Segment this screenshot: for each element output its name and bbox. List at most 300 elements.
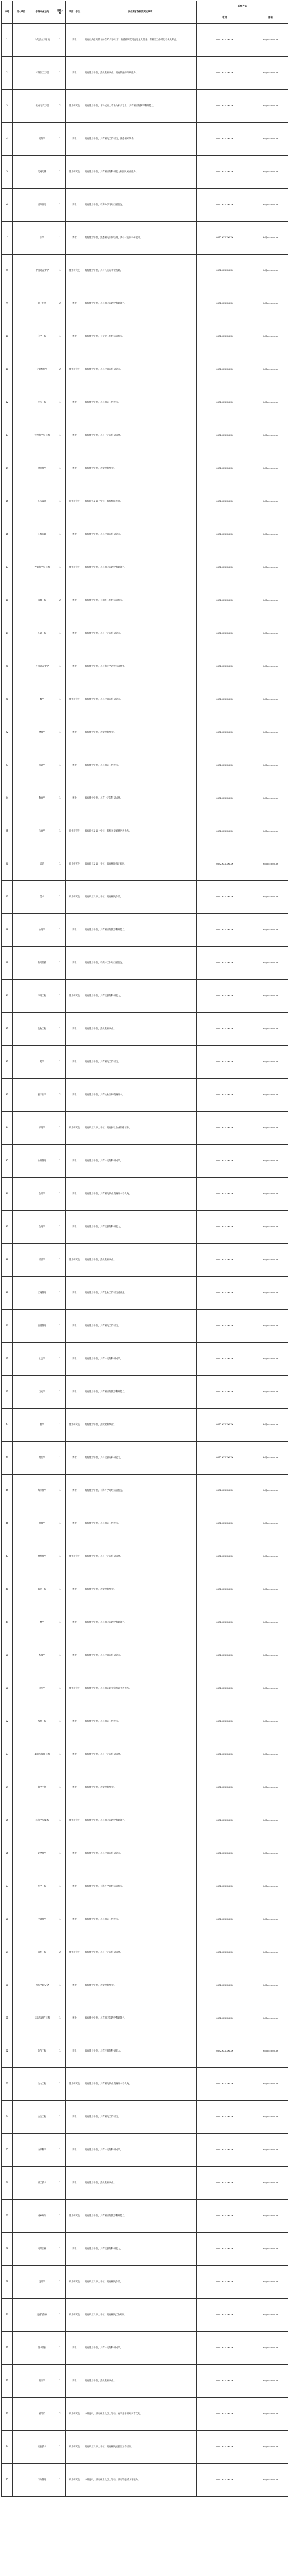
cell-unit	[13, 2200, 29, 2233]
cell-degree: 硕士研究生	[66, 2398, 84, 2431]
cell-major: 旅游管理	[29, 1310, 55, 1343]
cell-requirements: 具有博士学位，热爱教育事业。	[84, 1969, 197, 2002]
cell-major: 新闻传播	[29, 947, 55, 980]
table-row	[2, 980, 288, 1013]
table-row	[2, 386, 288, 419]
cell-phone: 0532-XXXXXXXX	[197, 1112, 253, 1145]
cell-major: 电子信息	[29, 287, 55, 320]
cell-major: 设计学	[29, 2266, 55, 2299]
cell-email[interactable]: hr@xxx.edu.cn	[253, 914, 288, 947]
cell-unit	[13, 1606, 29, 1639]
table-row	[2, 1475, 288, 1507]
cell-email[interactable]: hr@xxx.edu.cn	[253, 2431, 288, 2464]
cell-email[interactable]: hr@xxx.edu.cn	[253, 749, 288, 782]
cell-email[interactable]: hr@xxx.edu.cn	[253, 1738, 288, 1771]
cell-requirements: 具有硕士及以上学位，具有相关演出经历。	[84, 848, 197, 881]
table-row	[2, 1277, 288, 1310]
cell-requirements: 具有博士学位，具有较强的科研能力。	[84, 2233, 197, 2266]
cell-phone: 0532-XXXXXXXX	[197, 947, 253, 980]
cell-unit	[13, 1145, 29, 1178]
cell-requirements: 具有硕士及以上学位，具有相关作品。	[84, 881, 197, 914]
cell-count: 1	[55, 2464, 66, 2497]
cell-requirements: 具有博士学位，有媒体工作经历者优先。	[84, 947, 197, 980]
cell-count: 1	[55, 1244, 66, 1277]
cell-num: 32	[2, 1046, 13, 1079]
cell-requirements: 具有博士学位，具有相关职业资格证书者优先。	[84, 1672, 197, 1705]
cell-requirements: 具有博士学位，具有相应的教学科研能力。	[84, 2200, 197, 2233]
header-count: 招聘人数	[55, 1, 66, 24]
cell-email[interactable]: hr@xxx.edu.cn	[253, 2398, 288, 2431]
cell-major: 核科学与技术	[29, 1804, 55, 1837]
cell-email[interactable]: hr@xxx.edu.cn	[253, 1540, 288, 1573]
cell-email[interactable]: hr@xxx.edu.cn	[253, 1178, 288, 1211]
cell-requirements: 具有博士学位，热爱教育事业。	[84, 1771, 197, 1804]
cell-requirements: 具有博士学位，具有一定的科研成果。	[84, 1936, 197, 1969]
cell-major: 档案学	[29, 2365, 55, 2398]
cell-email[interactable]: hr@xxx.edu.cn	[253, 947, 288, 980]
cell-major: 法学	[29, 222, 55, 255]
cell-count: 1	[55, 1573, 66, 1606]
cell-requirements: 具有博士学位，具有扎实的专业基础。	[84, 255, 197, 287]
cell-num: 17	[2, 551, 13, 584]
cell-unit	[13, 1409, 29, 1442]
cell-unit	[13, 386, 29, 419]
cell-email[interactable]: hr@xxx.edu.cn	[253, 2200, 288, 2233]
cell-count: 1	[55, 980, 66, 1013]
cell-count: 1	[55, 2068, 66, 2101]
cell-major: 体育学	[29, 815, 55, 848]
cell-email[interactable]: hr@xxx.edu.cn	[253, 485, 288, 518]
cell-major: 建筑学	[29, 123, 55, 156]
table-row	[2, 2002, 288, 2035]
cell-email[interactable]: hr@xxx.edu.cn	[253, 1409, 288, 1442]
cell-major: 政治学	[29, 1442, 55, 1475]
cell-major: 辅导员	[29, 2398, 55, 2431]
table-row	[2, 2332, 288, 2365]
cell-degree: 博士	[66, 1211, 84, 1244]
cell-unit	[13, 123, 29, 156]
cell-major: 安全科学	[29, 1837, 55, 1870]
cell-email[interactable]: hr@xxx.edu.cn	[253, 617, 288, 650]
cell-email[interactable]: hr@xxx.edu.cn	[253, 683, 288, 716]
cell-email[interactable]: hr@xxx.edu.cn	[253, 1870, 288, 1903]
cell-unit	[13, 2464, 29, 2497]
cell-email[interactable]: hr@xxx.edu.cn	[253, 1145, 288, 1178]
table-row	[2, 57, 288, 90]
table-row	[2, 2233, 288, 2266]
cell-email[interactable]: hr@xxx.edu.cn	[253, 1969, 288, 2002]
table-row	[2, 1507, 288, 1540]
cell-phone: 0532-XXXXXXXX	[197, 485, 253, 518]
cell-degree: 博士	[66, 584, 84, 617]
cell-email[interactable]: hr@xxx.edu.cn	[253, 1804, 288, 1837]
cell-major: 纺织科学	[29, 2134, 55, 2167]
cell-email[interactable]: hr@xxx.edu.cn	[253, 1211, 288, 1244]
cell-email[interactable]: hr@xxx.edu.cn	[253, 320, 288, 353]
cell-email[interactable]: hr@xxx.edu.cn	[253, 255, 288, 287]
cell-email[interactable]: hr@xxx.edu.cn	[253, 1079, 288, 1112]
cell-requirements: 具有博士学位，具有相应的教学科研能力。	[84, 914, 197, 947]
cell-count: 1	[55, 749, 66, 782]
cell-email[interactable]: hr@xxx.edu.cn	[253, 1376, 288, 1409]
cell-major: 信息与通信工程	[29, 2002, 55, 2035]
table-row	[2, 123, 288, 156]
cell-email[interactable]: hr@xxx.edu.cn	[253, 222, 288, 255]
cell-requirements: 具有博士学位，具有相关工作经历。	[84, 749, 197, 782]
cell-num: 42	[2, 1376, 13, 1409]
cell-email[interactable]: hr@xxx.edu.cn	[253, 1442, 288, 1475]
cell-count: 1	[55, 2002, 66, 2035]
cell-email[interactable]: hr@xxx.edu.cn	[253, 2035, 288, 2068]
table-row	[2, 1013, 288, 1046]
cell-degree: 博士	[66, 287, 84, 320]
cell-num: 46	[2, 1507, 13, 1540]
table-body	[2, 24, 288, 2497]
cell-num: 38	[2, 1244, 13, 1277]
recruitment-table	[1, 1, 288, 2497]
cell-num: 10	[2, 320, 13, 353]
cell-email[interactable]: hr@xxx.edu.cn	[253, 386, 288, 419]
cell-unit	[13, 189, 29, 222]
cell-major: 护理学	[29, 1112, 55, 1145]
cell-num: 5	[2, 156, 13, 189]
cell-phone: 0532-XXXXXXXX	[197, 222, 253, 255]
cell-num: 6	[2, 189, 13, 222]
cell-email[interactable]: hr@xxx.edu.cn	[253, 551, 288, 584]
cell-email[interactable]: hr@xxx.edu.cn	[253, 1573, 288, 1606]
header-requirements: 岗位要求条件及其它事项	[84, 1, 197, 24]
cell-degree: 硕士研究生	[66, 2464, 84, 2497]
cell-unit	[13, 1244, 29, 1277]
cell-requirements: 具有博士学位，具有一定的科研成果。	[84, 1738, 197, 1771]
cell-email[interactable]: hr@xxx.edu.cn	[253, 1936, 288, 1969]
cell-phone: 0532-XXXXXXXX	[197, 1442, 253, 1475]
cell-major: 光学工程	[29, 1870, 55, 1903]
table-row	[2, 320, 288, 353]
cell-phone: 0532-XXXXXXXX	[197, 1870, 253, 1903]
cell-email[interactable]: hr@xxx.edu.cn	[253, 1771, 288, 1804]
cell-degree: 博士研究生	[66, 1540, 84, 1573]
cell-count: 2	[55, 584, 66, 617]
table-row	[2, 2431, 288, 2464]
cell-email[interactable]: hr@xxx.edu.cn	[253, 1046, 288, 1079]
table-row	[2, 222, 288, 255]
cell-major: 统计学	[29, 749, 55, 782]
cell-degree: 博士	[66, 1046, 84, 1079]
cell-unit	[13, 551, 29, 584]
cell-email[interactable]: hr@xxx.edu.cn	[253, 123, 288, 156]
cell-num: 49	[2, 1606, 13, 1639]
cell-unit	[13, 2233, 29, 2266]
cell-email[interactable]: hr@xxx.edu.cn	[253, 1343, 288, 1376]
table-row	[2, 189, 288, 222]
cell-num: 66	[2, 2167, 13, 2200]
cell-unit	[13, 24, 29, 57]
cell-phone: 0532-XXXXXXXX	[197, 2365, 253, 2398]
cell-num: 52	[2, 1705, 13, 1738]
table-row	[2, 1804, 288, 1837]
cell-num: 36	[2, 1178, 13, 1211]
cell-major: 电气工程	[29, 2035, 55, 2068]
cell-unit	[13, 2299, 29, 2332]
cell-requirements: 具有博士学位，具有一定的科研成果。	[84, 1145, 197, 1178]
cell-email[interactable]: hr@xxx.edu.cn	[253, 584, 288, 617]
cell-count: 1	[55, 24, 66, 57]
cell-phone: 0532-XXXXXXXX	[197, 914, 253, 947]
cell-email[interactable]: hr@xxx.edu.cn	[253, 848, 288, 881]
cell-email[interactable]: hr@xxx.edu.cn	[253, 2002, 288, 2035]
cell-degree: 博士研究生	[66, 551, 84, 584]
table-row	[2, 1705, 288, 1738]
cell-count: 1	[55, 650, 66, 683]
cell-email[interactable]: hr@xxx.edu.cn	[253, 1507, 288, 1540]
cell-unit	[13, 1079, 29, 1112]
table-row	[2, 2200, 288, 2233]
cell-requirements: 具有博士学位，具有海外学习经历者优先。	[84, 650, 197, 683]
cell-phone: 0532-XXXXXXXX	[197, 1343, 253, 1376]
cell-unit	[13, 1112, 29, 1145]
cell-count: 1	[55, 1475, 66, 1507]
cell-unit	[13, 1310, 29, 1343]
cell-num: 72	[2, 2365, 13, 2398]
cell-email[interactable]: hr@xxx.edu.cn	[253, 2068, 288, 2101]
cell-major: 外国语言文学	[29, 650, 55, 683]
cell-requirements: 具有博士学位，熟悉相关法律法规，具有一定的科研能力。	[84, 222, 197, 255]
cell-requirements: 具有博士学位，具有相关工作经历。	[84, 1705, 197, 1738]
cell-email[interactable]: hr@xxx.edu.cn	[253, 1672, 288, 1705]
table-row	[2, 584, 288, 617]
cell-degree: 博士	[66, 1442, 84, 1475]
cell-major: 数学	[29, 683, 55, 716]
cell-phone: 0532-XXXXXXXX	[197, 2233, 253, 2266]
cell-phone: 0532-XXXXXXXX	[197, 1507, 253, 1540]
cell-num: 12	[2, 386, 13, 419]
cell-num: 75	[2, 2464, 13, 2497]
cell-email[interactable]: hr@xxx.edu.cn	[253, 90, 288, 123]
cell-major: 历史学	[29, 1376, 55, 1409]
cell-requirements: 具有博士学位，具有相应的教学科研能力。	[84, 1376, 197, 1409]
cell-email[interactable]: hr@xxx.edu.cn	[253, 1837, 288, 1870]
cell-requirements: 具有博士学位，具有较强的科研能力。	[84, 353, 197, 386]
cell-email[interactable]: hr@xxx.edu.cn	[253, 353, 288, 386]
cell-unit	[13, 518, 29, 551]
cell-unit	[13, 650, 29, 683]
cell-email[interactable]: hr@xxx.edu.cn	[253, 57, 288, 90]
cell-requirements: 具有博士学位，有企业工作经历者优先。	[84, 320, 197, 353]
cell-unit	[13, 584, 29, 617]
cell-degree: 博士	[66, 1738, 84, 1771]
cell-num: 37	[2, 1211, 13, 1244]
cell-requirements: 具有博士学位，本科或硕士专业为相关专业，具有相应的教学科研能力。	[84, 90, 197, 123]
cell-phone: 0532-XXXXXXXX	[197, 1145, 253, 1178]
cell-num: 62	[2, 2035, 13, 2068]
cell-email[interactable]: hr@xxx.edu.cn	[253, 419, 288, 452]
cell-phone: 0532-XXXXXXXX	[197, 1969, 253, 2002]
cell-email[interactable]: hr@xxx.edu.cn	[253, 815, 288, 848]
cell-email[interactable]: hr@xxx.edu.cn	[253, 881, 288, 914]
cell-email[interactable]: hr@xxx.edu.cn	[253, 189, 288, 222]
table-row	[2, 1540, 288, 1573]
cell-unit	[13, 1013, 29, 1046]
cell-requirements: 具有博士学位，具有一定的科研成果。	[84, 2134, 197, 2167]
cell-email[interactable]: hr@xxx.edu.cn	[253, 1606, 288, 1639]
cell-num: 28	[2, 914, 13, 947]
table-row	[2, 716, 288, 749]
cell-major: 工程管理	[29, 518, 55, 551]
cell-email[interactable]: hr@xxx.edu.cn	[253, 1705, 288, 1738]
cell-requirements: 具有博士学位，热爱教育事业。	[84, 452, 197, 485]
cell-email[interactable]: hr@xxx.edu.cn	[253, 24, 288, 57]
cell-email[interactable]: hr@xxx.edu.cn	[253, 650, 288, 683]
cell-phone: 0532-XXXXXXXX	[197, 2398, 253, 2431]
cell-major: 网络空间安全	[29, 1969, 55, 2002]
cell-requirements: 具有博士学位，具有相应的科研能力和团队协作能力。	[84, 156, 197, 189]
table-row	[2, 1409, 288, 1442]
cell-num: 47	[2, 1540, 13, 1573]
cell-unit	[13, 222, 29, 255]
cell-email[interactable]: hr@xxx.edu.cn	[253, 518, 288, 551]
cell-unit	[13, 716, 29, 749]
cell-unit	[13, 848, 29, 881]
cell-phone: 0532-XXXXXXXX	[197, 2002, 253, 2035]
cell-degree: 硕士研究生	[66, 848, 84, 881]
cell-count: 1	[55, 1211, 66, 1244]
cell-num: 55	[2, 1804, 13, 1837]
cell-degree: 博士研究生	[66, 1409, 84, 1442]
cell-requirements: 具有博士学位，具有相关工作经历。	[84, 386, 197, 419]
cell-degree: 博士	[66, 1079, 84, 1112]
cell-count: 1	[55, 57, 66, 90]
table-row	[2, 24, 288, 57]
cell-phone: 0532-XXXXXXXX	[197, 1475, 253, 1507]
cell-num: 2	[2, 57, 13, 90]
cell-major: 动力工程	[29, 2068, 55, 2101]
cell-major: 水利工程	[29, 1705, 55, 1738]
cell-email[interactable]: hr@xxx.edu.cn	[253, 2101, 288, 2134]
cell-count: 2	[55, 2398, 66, 2431]
cell-count: 1	[55, 419, 66, 452]
cell-email[interactable]: hr@xxx.edu.cn	[253, 1277, 288, 1310]
cell-phone: 0532-XXXXXXXX	[197, 1771, 253, 1804]
table-row	[2, 2464, 288, 2497]
cell-requirements: 具有博士学位，具有较强的科研能力。	[84, 1639, 197, 1672]
cell-email[interactable]: hr@xxx.edu.cn	[253, 2233, 288, 2266]
cell-requirements: 具有博士学位，具有一定的科研成果。	[84, 1540, 197, 1573]
cell-email[interactable]: hr@xxx.edu.cn	[253, 2299, 288, 2332]
cell-email[interactable]: hr@xxx.edu.cn	[253, 452, 288, 485]
cell-phone: 0532-XXXXXXXX	[197, 749, 253, 782]
cell-major: 工商管理	[29, 1277, 55, 1310]
cell-count: 1	[55, 1606, 66, 1639]
cell-requirements: 具有博士学位，热爱教育事业。	[84, 2365, 197, 2398]
cell-phone: 0532-XXXXXXXX	[197, 57, 253, 90]
header-phone: 电话	[197, 12, 253, 24]
cell-phone: 0532-XXXXXXXX	[197, 1540, 253, 1573]
cell-degree: 博士	[66, 2233, 84, 2266]
cell-email[interactable]: hr@xxx.edu.cn	[253, 1475, 288, 1507]
cell-major: 航空宇航	[29, 1771, 55, 1804]
cell-requirements: 具有博士学位，热爱教育事业。	[84, 2167, 197, 2200]
cell-major: 交通运输	[29, 156, 55, 189]
cell-requirements: 具有博士学位，有海外学习经历者优先。	[84, 1870, 197, 1903]
cell-phone: 0532-XXXXXXXX	[197, 815, 253, 848]
cell-count: 1	[55, 914, 66, 947]
cell-unit	[13, 57, 29, 90]
cell-degree: 博士研究生	[66, 255, 84, 287]
cell-requirements: 具有博士学位，具有较强的科研能力。	[84, 1837, 197, 1870]
table-row	[2, 2398, 288, 2431]
cell-email[interactable]: hr@xxx.edu.cn	[253, 2266, 288, 2299]
cell-degree: 博士	[66, 650, 84, 683]
cell-degree: 博士	[66, 2332, 84, 2365]
cell-count: 1	[55, 551, 66, 584]
table-row	[2, 1376, 288, 1409]
cell-degree: 博士	[66, 2365, 84, 2398]
table-row	[2, 650, 288, 683]
cell-phone: 0532-XXXXXXXX	[197, 1606, 253, 1639]
cell-num: 3	[2, 90, 13, 123]
cell-email[interactable]: hr@xxx.edu.cn	[253, 782, 288, 815]
cell-requirements: 具有博士学位，具有相关工作经历。	[84, 1046, 197, 1079]
cell-degree: 博士	[66, 1573, 84, 1606]
cell-major: 林学	[29, 1606, 55, 1639]
cell-email[interactable]: hr@xxx.edu.cn	[253, 1244, 288, 1277]
cell-phone: 0532-XXXXXXXX	[197, 584, 253, 617]
cell-count: 1	[55, 1903, 66, 1936]
cell-major: 测绘科学	[29, 1540, 55, 1573]
cell-major: 行政管理	[29, 2464, 55, 2497]
cell-phone: 0532-XXXXXXXX	[197, 386, 253, 419]
cell-major: 材料加工工程	[29, 57, 55, 90]
cell-email[interactable]: hr@xxx.edu.cn	[253, 156, 288, 189]
cell-degree: 博士	[66, 386, 84, 419]
cell-num: 18	[2, 584, 13, 617]
cell-count: 1	[55, 2101, 66, 2134]
cell-major: 戏剧与影视	[29, 2299, 55, 2332]
cell-email[interactable]: hr@xxx.edu.cn	[253, 1639, 288, 1672]
cell-count: 1	[55, 848, 66, 881]
cell-major: 物理学	[29, 716, 55, 749]
cell-num: 44	[2, 1442, 13, 1475]
cell-phone: 0532-XXXXXXXX	[197, 2266, 253, 2299]
cell-email[interactable]: hr@xxx.edu.cn	[253, 2464, 288, 2497]
cell-email[interactable]: hr@xxx.edu.cn	[253, 2134, 288, 2167]
cell-email[interactable]: hr@xxx.edu.cn	[253, 1310, 288, 1343]
cell-email[interactable]: hr@xxx.edu.cn	[253, 287, 288, 320]
cell-count: 1	[55, 255, 66, 287]
cell-major: 艺术设计	[29, 485, 55, 518]
cell-major: 实验技术	[29, 2431, 55, 2464]
cell-phone: 0532-XXXXXXXX	[197, 1046, 253, 1079]
cell-email[interactable]: hr@xxx.edu.cn	[253, 1903, 288, 1936]
cell-phone: 0532-XXXXXXXX	[197, 683, 253, 716]
cell-phone: 0532-XXXXXXXX	[197, 1837, 253, 1870]
cell-degree: 博士研究生	[66, 2068, 84, 2101]
cell-email[interactable]: hr@xxx.edu.cn	[253, 980, 288, 1013]
cell-degree: 博士	[66, 1310, 84, 1343]
cell-requirements: 具有硕士及以上学位，具有相关工作经历。	[84, 2299, 197, 2332]
table-row	[2, 1639, 288, 1672]
cell-email[interactable]: hr@xxx.edu.cn	[253, 2332, 288, 2365]
cell-email[interactable]: hr@xxx.edu.cn	[253, 2167, 288, 2200]
cell-degree: 博士	[66, 189, 84, 222]
cell-email[interactable]: hr@xxx.edu.cn	[253, 2365, 288, 2398]
cell-unit	[13, 1507, 29, 1540]
cell-email[interactable]: hr@xxx.edu.cn	[253, 716, 288, 749]
cell-email[interactable]: hr@xxx.edu.cn	[253, 1013, 288, 1046]
cell-email[interactable]: hr@xxx.edu.cn	[253, 1112, 288, 1145]
cell-major: 畜牧学	[29, 1639, 55, 1672]
